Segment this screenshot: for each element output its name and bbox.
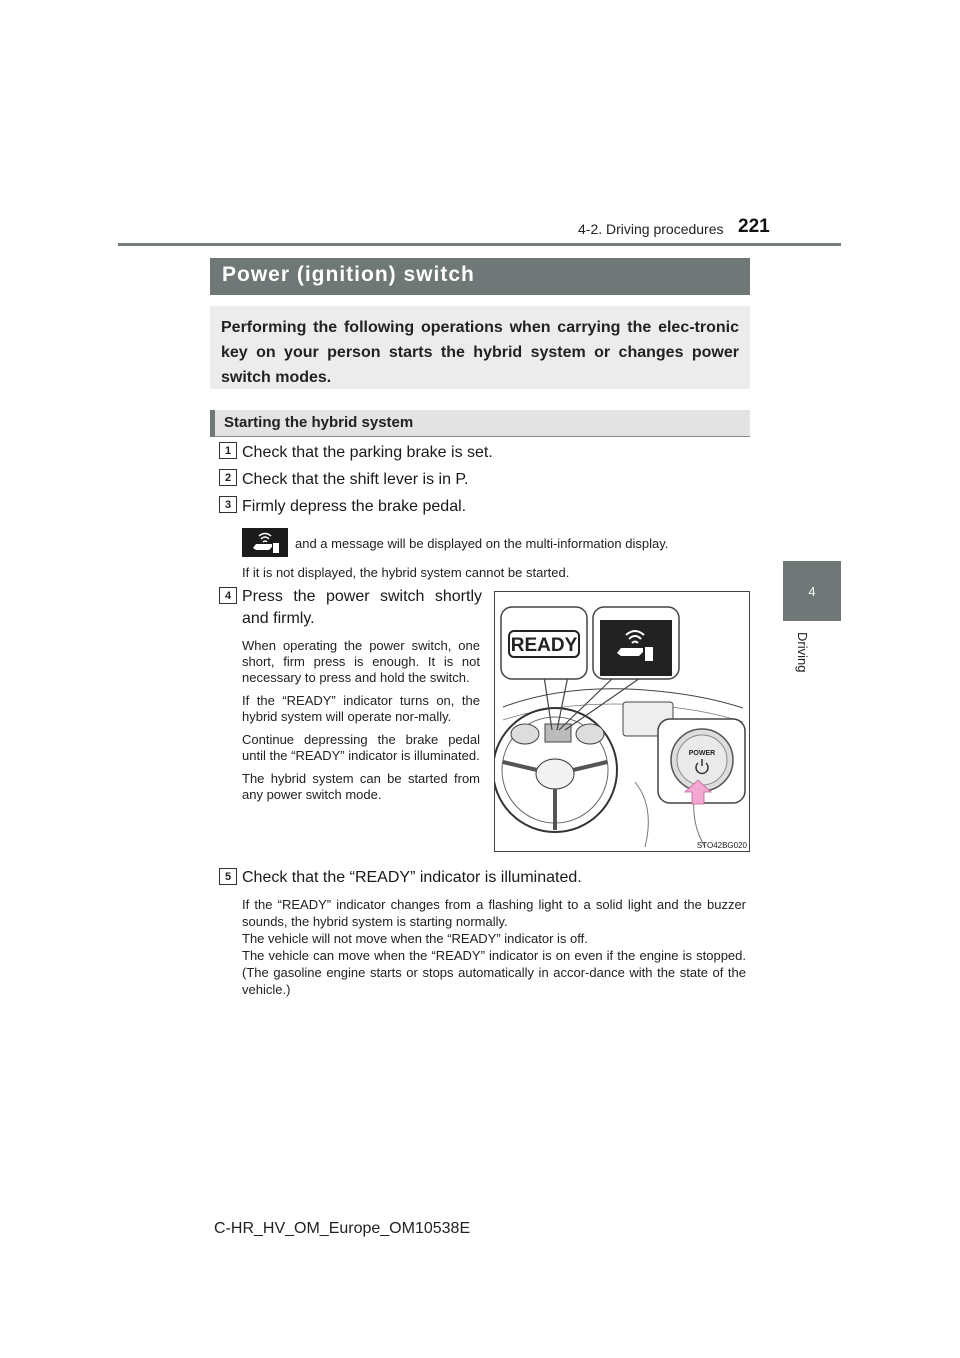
figure-code: STO42BG020 [696,841,747,850]
step-4-text: Press the power switch shortly and firmly. [242,588,482,627]
step-5-number: 5 [219,868,237,885]
step-5-detail-1: If the “READY” indicator changes from a flashing light to a solid light and the buzzer sounds, the hybrid system is starting normally. [242,897,746,929]
step-4-detail-3: Continue depressing the brake pedal until the “READY” indicator is illuminated. [242,732,480,763]
step-5-detail-2: The vehicle will not move when the “READY” indicator is off. [242,931,588,946]
step-2-text: Check that the shift lever is in P. [242,471,469,488]
chapter-label: Driving [795,632,810,673]
heading-stripe [210,410,215,437]
step-3-text: Firmly depress the brake pedal. [242,498,467,515]
intro-box: Performing the following operations when carrying the elec-tronic key on your person starts the hybrid system or changes power switch modes. [210,306,750,389]
step-3-number: 3 [219,496,237,513]
step-5-text: Check that the “READY” indicator is illuminated. [242,869,582,886]
step-4-detail-2: If the “READY” indicator turns on, the hybrid system will operate nor-mally. [242,693,480,724]
step-3-fail-note: If it is not displayed, the hybrid system cannot be started. [242,565,570,580]
section-heading [210,410,750,437]
chapter-side-label [788,632,848,692]
header-divider [118,243,841,246]
power-button-label: POWER [688,750,716,757]
power-switch-illustration [494,591,750,852]
chapter-tab[interactable] [783,561,841,621]
step-1-text: Check that the parking brake is set. [242,444,493,461]
key-detected-icon [242,528,288,557]
step-3-icon-note: and a message will be displayed on the multi-information display. [295,536,669,551]
page-number: 221 [738,216,770,237]
section-breadcrumb: 4-2. Driving procedures [578,221,724,237]
step-1-number: 1 [219,442,237,459]
chapter-number: 4 [808,583,816,599]
ready-indicator-label: READY [510,635,578,656]
step-2-number: 2 [219,469,237,486]
section-heading-text: Starting the hybrid system [224,414,414,431]
step-5-detail-3: The vehicle can move when the “READY” indicator is on even if the engine is stopped. (The gasoline engine starts or stops automatically in accor-dance with the state of the vehicle.) [242,948,746,997]
step-5-details [242,896,746,998]
step-4-number: 4 [219,587,237,604]
page-title: Power (ignition) switch [210,258,750,295]
step-4-detail-1: When operating the power switch, one short, firm press is enough. It is not necessary to press and hold the switch. [242,638,480,685]
dashboard-drawing [495,592,750,852]
document-id: C-HR_HV_OM_Europe_OM10538E [214,1220,471,1237]
step-4-detail-4: The hybrid system can be started from any power switch mode. [242,771,480,802]
step-4-details [242,638,480,810]
key-detected-indicator [242,528,288,557]
